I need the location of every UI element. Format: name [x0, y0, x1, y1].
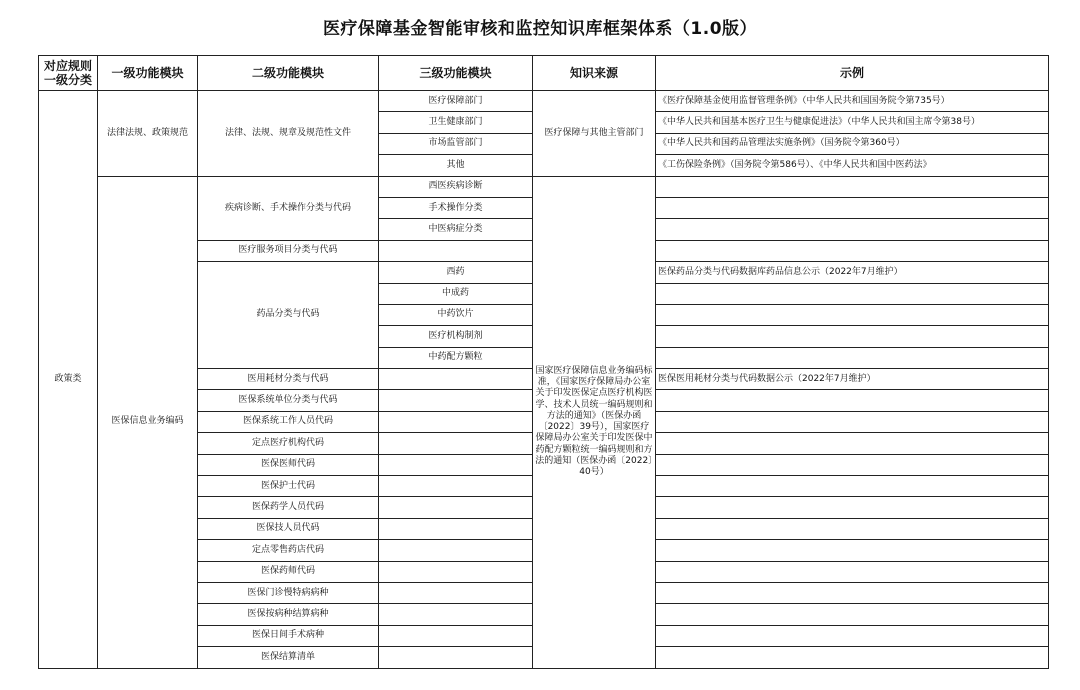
level3-cell: 中药饮片 [379, 304, 533, 325]
example-cell: 《中华人民共和国药品管理法实施条例》（国务院令第360号） [656, 133, 1049, 154]
level3-cell [379, 604, 533, 625]
header-row [39, 56, 1049, 91]
framework-table [38, 55, 1049, 669]
example-cell: 医保药品分类与代码数据库药品信息公示（2022年7月维护） [656, 262, 1049, 283]
level2-drugs-cell: 药品分类与代码 [198, 262, 379, 369]
example-cell: 《医疗保障基金使用监督管理条例》（中华人民共和国国务院令第735号） [656, 91, 1049, 112]
header-level1: 一级功能模块 [98, 56, 198, 91]
level2-cell: 医保药学人员代码 [198, 497, 379, 518]
example-cell [656, 197, 1049, 218]
level2-cell: 医保技人员代码 [198, 518, 379, 539]
level3-cell: 市场监管部门 [379, 133, 533, 154]
level2-cell: 定点医疗机构代码 [198, 433, 379, 454]
header-example: 示例 [656, 56, 1049, 91]
level3-cell: 卫生健康部门 [379, 112, 533, 133]
level2-cell: 医保日间手术病种 [198, 625, 379, 646]
level3-cell [379, 540, 533, 561]
source-coding-cell: 国家医疗保障信息业务编码标准，《国家医疗保障局办公室关于印发医保定点医疗机构医学、技术人员统一编码规则和方法的通知》（医保办函〔2022〕39号），国家医疗保障局办公室关于印发医保中药配方颗粒统一编码规则和方法的通知（医保办函〔2022〕40号） [533, 176, 656, 668]
example-cell [656, 476, 1049, 497]
level3-cell [379, 390, 533, 411]
header-rule-category: 对应规则一级分类 [39, 56, 98, 91]
level2-cell: 定点零售药店代码 [198, 540, 379, 561]
example-cell [656, 304, 1049, 325]
header-level2: 二级功能模块 [198, 56, 379, 91]
level2-cell: 医保系统工作人员代码 [198, 411, 379, 432]
example-cell [656, 219, 1049, 240]
level2-cell: 医保系统单位分类与代码 [198, 390, 379, 411]
level3-cell [379, 647, 533, 668]
example-cell [656, 411, 1049, 432]
example-cell [656, 433, 1049, 454]
level3-cell [379, 582, 533, 603]
level3-cell: 医疗保障部门 [379, 91, 533, 112]
header-source: 知识来源 [533, 56, 656, 91]
example-cell [656, 283, 1049, 304]
example-cell [656, 497, 1049, 518]
level3-cell [379, 625, 533, 646]
example-cell [656, 454, 1049, 475]
example-cell [656, 176, 1049, 197]
level2-cell: 医保门诊慢特病病种 [198, 582, 379, 603]
level2-service-item-cell: 医疗服务项目分类与代码 [198, 240, 379, 261]
example-cell: 《工伤保险条例》（国务院令第586号）、《中华人民共和国中医药法》 [656, 155, 1049, 176]
example-cell [656, 347, 1049, 368]
example-cell: 《中华人民共和国基本医疗卫生与健康促进法》（中华人民共和国主席令第38号） [656, 112, 1049, 133]
level3-cell [379, 433, 533, 454]
source-law-cell: 医疗保障与其他主管部门 [533, 91, 656, 177]
example-cell [656, 625, 1049, 646]
level2-law-cell: 法律、法规、规章及规范性文件 [198, 91, 379, 177]
level3-cell: 中成药 [379, 283, 533, 304]
level3-cell: 其他 [379, 155, 533, 176]
level3-cell [379, 561, 533, 582]
header-level3: 三级功能模块 [379, 56, 533, 91]
level3-cell: 中医病症分类 [379, 219, 533, 240]
level1-coding-cell: 医保信息业务编码 [98, 176, 198, 668]
example-cell [656, 540, 1049, 561]
example-cell [656, 647, 1049, 668]
level2-cell: 医保按病种结算病种 [198, 604, 379, 625]
level3-cell: 西医疾病诊断 [379, 176, 533, 197]
table-row [39, 176, 1049, 197]
level3-cell [379, 454, 533, 475]
level2-consumables-cell: 医用耗材分类与代码 [198, 369, 379, 390]
level3-cell [379, 369, 533, 390]
level3-cell: 西药 [379, 262, 533, 283]
table-row [39, 91, 1049, 112]
example-cell [656, 604, 1049, 625]
level3-cell: 手术操作分类 [379, 197, 533, 218]
page-title: 医疗保障基金智能审核和监控知识库框架体系（1.0版） [322, 19, 758, 39]
level3-cell: 医疗机构制剂 [379, 326, 533, 347]
example-cell [656, 326, 1049, 347]
level2-diagnosis-cell: 疾病诊断、手术操作分类与代码 [198, 176, 379, 240]
example-cell [656, 582, 1049, 603]
example-cell: 医保医用耗材分类与代码数据公示（2022年7月维护） [656, 369, 1049, 390]
example-cell [656, 240, 1049, 261]
rule-category-cell: 政策类 [39, 91, 98, 669]
example-cell [656, 518, 1049, 539]
level3-cell [379, 497, 533, 518]
level3-cell [379, 240, 533, 261]
example-cell [656, 390, 1049, 411]
level3-cell: 中药配方颗粒 [379, 347, 533, 368]
level2-cell: 医保药师代码 [198, 561, 379, 582]
level3-cell [379, 476, 533, 497]
example-cell [656, 561, 1049, 582]
level2-cell: 医保护士代码 [198, 476, 379, 497]
level1-law-cell: 法律法规、政策规范 [98, 91, 198, 177]
level3-cell [379, 411, 533, 432]
level2-cell: 医保医师代码 [198, 454, 379, 475]
level3-cell [379, 518, 533, 539]
level2-cell: 医保结算清单 [198, 647, 379, 668]
